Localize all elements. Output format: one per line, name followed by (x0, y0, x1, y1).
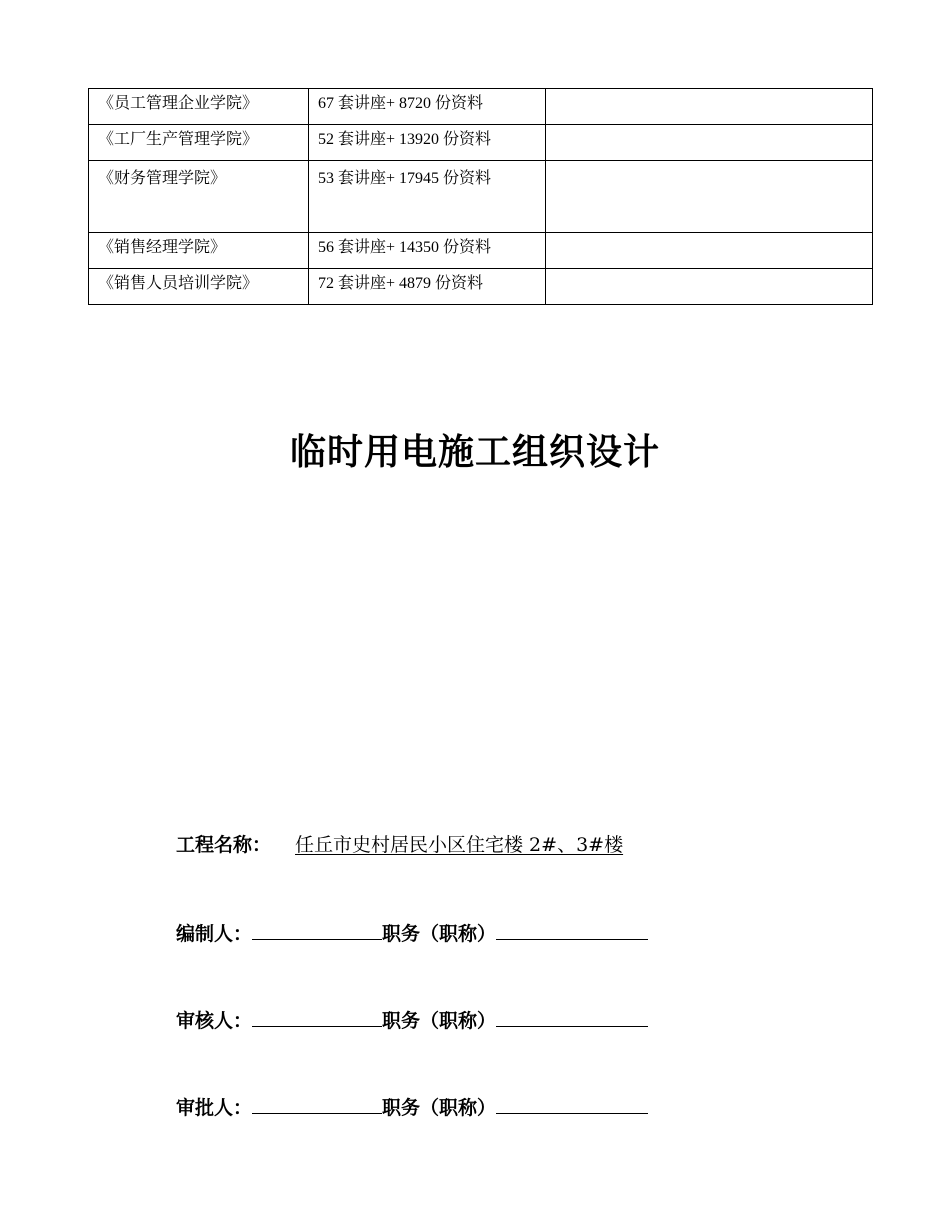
approver-label: 审批人： (176, 1097, 253, 1119)
course-desc: 56 套讲座+ 14350 份资料 (318, 239, 492, 256)
course-name: 《员工管理企业学院》 (98, 95, 259, 112)
course-name-cell (89, 125, 309, 161)
table-row (89, 161, 873, 233)
table-row (89, 269, 873, 305)
reviewer-position-label: 职务（职称） (382, 1010, 497, 1032)
course-desc: 72 套讲座+ 4879 份资料 (318, 275, 484, 292)
course-name: 《工厂生产管理学院》 (98, 131, 259, 148)
table-row (89, 233, 873, 269)
course-desc-cell (309, 269, 546, 305)
course-note-cell (546, 233, 873, 269)
compiler-label: 编制人： (176, 923, 253, 945)
course-name-cell (89, 161, 309, 233)
table-row (89, 89, 873, 125)
compiler-position-blank (496, 917, 648, 940)
approver-line (176, 1091, 648, 1123)
course-name-cell (89, 269, 309, 305)
course-note-cell (546, 161, 873, 233)
compiler-position-label: 职务（职称） (382, 923, 497, 945)
approver-blank (252, 1091, 382, 1114)
project-name-label: 工程名称： (176, 834, 272, 856)
compiler-blank (252, 917, 382, 940)
table-row (89, 125, 873, 161)
course-name: 《销售人员培训学院》 (98, 275, 259, 292)
approver-position-label: 职务（职称） (382, 1097, 497, 1119)
project-name-value: 任丘市史村居民小区住宅楼 2#、3#楼 (295, 834, 624, 856)
course-desc-cell (309, 161, 546, 233)
reviewer-blank (252, 1004, 382, 1027)
compiler-line (176, 917, 648, 949)
course-desc-cell (309, 125, 546, 161)
course-desc: 53 套讲座+ 17945 份资料 (318, 170, 492, 187)
course-name-cell (89, 233, 309, 269)
reviewer-line (176, 1004, 648, 1036)
course-desc: 67 套讲座+ 8720 份资料 (318, 95, 484, 112)
course-table (88, 88, 873, 305)
approver-position-blank (496, 1091, 648, 1114)
reviewer-label: 审核人： (176, 1010, 253, 1032)
course-desc-cell (309, 233, 546, 269)
course-name: 《销售经理学院》 (98, 239, 227, 256)
course-name-cell (89, 89, 309, 125)
document-title: 临时用电施工组织设计 (289, 432, 660, 473)
course-desc-cell (309, 89, 546, 125)
course-name: 《财务管理学院》 (98, 170, 227, 187)
course-note-cell (546, 125, 873, 161)
course-note-cell (546, 269, 873, 305)
course-desc: 52 套讲座+ 13920 份资料 (318, 131, 492, 148)
course-note-cell (546, 89, 873, 125)
reviewer-position-blank (496, 1004, 648, 1027)
project-name-line (176, 830, 645, 860)
